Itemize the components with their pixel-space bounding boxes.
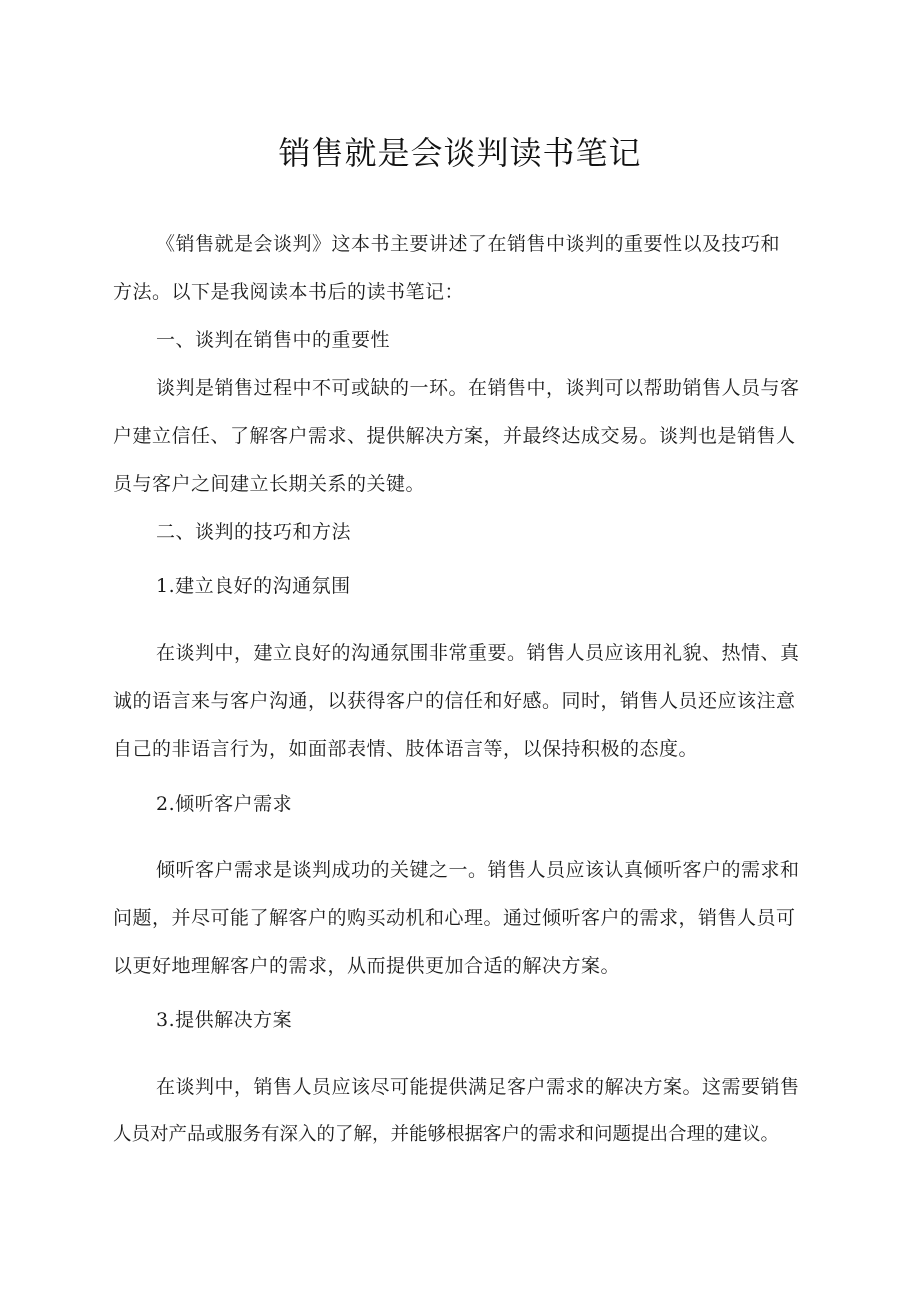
paragraph-line: 员与客户之间建立长期关系的关键。 — [113, 473, 426, 495]
paragraph-line: 自己的非语言行为，如面部表情、肢体语言等，以保持积极的态度。 — [113, 738, 699, 760]
section-heading: 一、谈判在销售中的重要性 — [156, 329, 391, 351]
paragraph-line: 在谈判中，建立良好的沟通氛围非常重要。销售人员应该用礼貌、热情、真 — [156, 642, 800, 664]
paragraph-line: 问题，并尽可能了解客户的购买动机和心理。通过倾听客户的需求，销售人员可 — [113, 907, 796, 929]
paragraph-line: 方法。以下是我阅读本书后的读书笔记： — [113, 281, 465, 303]
paragraph-line: 以更好地理解客户的需求，从而提供更加合适的解决方案。 — [113, 955, 621, 977]
paragraph-line: 在谈判中，销售人员应该尽可能提供满足客户需求的解决方案。这需要销售 — [156, 1076, 800, 1098]
subsection-heading: 3.提供解决方案 — [156, 1009, 293, 1031]
paragraph-line: 户建立信任、了解客户需求、提供解决方案，并最终达成交易。谈判也是销售人 — [113, 425, 796, 447]
subsection-heading: 1.建立良好的沟通氛围 — [156, 575, 351, 597]
paragraph-line: 《销售就是会谈判》这本书主要讲述了在销售中谈判的重要性以及技巧和 — [156, 233, 781, 255]
paragraph-line: 谈判是销售过程中不可或缺的一环。在销售中，谈判可以帮助销售人员与客 — [156, 377, 800, 399]
subsection-heading: 2.倾听客户需求 — [156, 793, 293, 815]
section-heading: 二、谈判的技巧和方法 — [156, 521, 352, 543]
paragraph-line: 诚的语言来与客户沟通，以获得客户的信任和好感。同时，销售人员还应该注意 — [113, 690, 796, 712]
paragraph-line: 倾听客户需求是谈判成功的关键之一。销售人员应该认真倾听客户的需求和 — [156, 859, 800, 881]
paragraph-line: 人员对产品或服务有深入的了解，并能够根据客户的需求和问题提出合理的建议。 — [113, 1124, 780, 1145]
document-title: 销售就是会谈判读书笔记 — [278, 134, 642, 172]
